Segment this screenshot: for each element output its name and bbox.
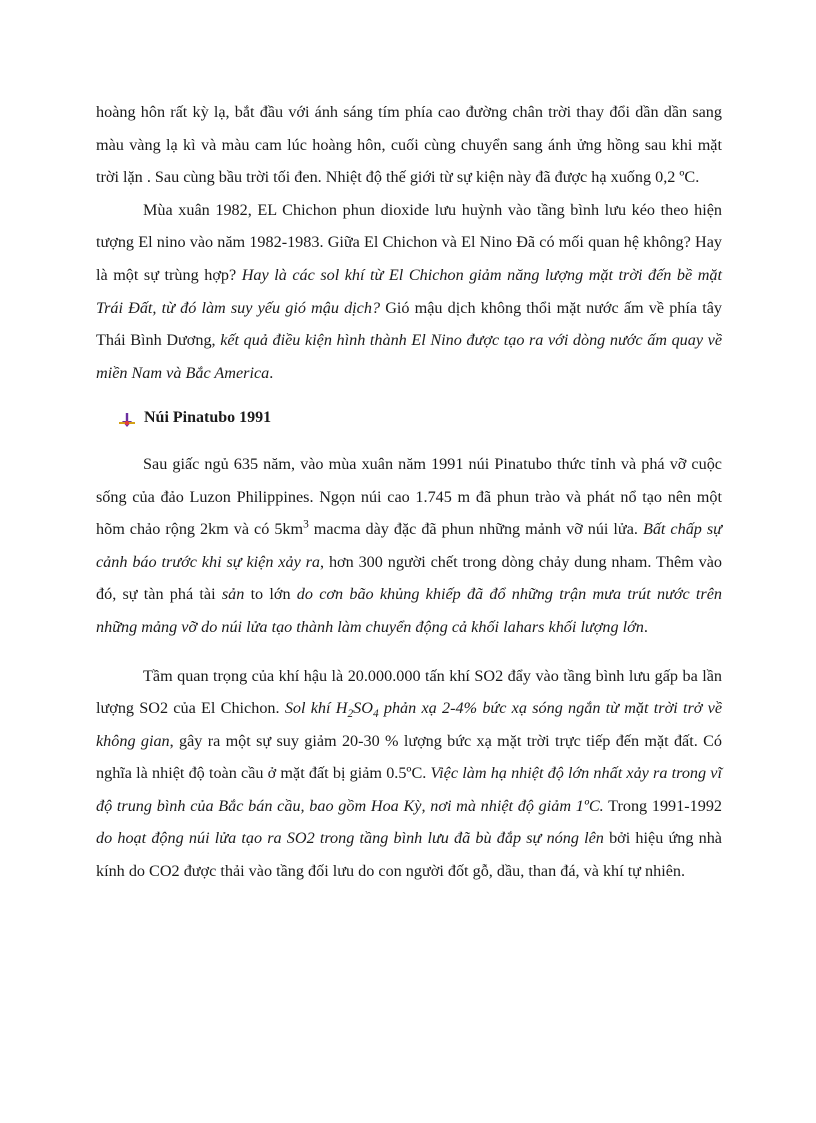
text-run: . (643, 617, 648, 636)
document-page (96, 96, 722, 888)
italic-run: do hoạt động núi lửa tạo ra SO2 trong tầng bình lưu đã bù đắp sự nóng lên (96, 829, 604, 848)
text-run: , gây ra một sự suy giảm 20-30 % lượng bức xạ mặt trời trực tiếp đến mặt đất. Có nghĩa là nhiệt độ toàn cầu ở mặt đất bị giảm 0.5ºC. (96, 731, 722, 783)
italic-run: sản (221, 585, 245, 604)
subscript: 2 (347, 708, 354, 721)
superscript: 3 (303, 518, 309, 531)
bullet-arrow-icon (118, 410, 136, 428)
text-run: Gió mậu dịch không thổi mặt nước ấm về phía tây Thái Bình Dương, (96, 298, 722, 350)
text-run: Tầm quan trọng của khí hậu là 20.000.000 tấn khí SO2 đẩy vào tầng bình lưu gấp ba lần lượng SO2 của El Chichon. (96, 666, 722, 718)
text-run: Sol khí H (284, 699, 348, 718)
text-run: to lớn (244, 585, 297, 604)
italic-run: Việc làm hạ nhiệt độ lớn nhất xảy ra trong vĩ độ trung bình của Bắc bán cầu, bao gồm Hoa Kỳ, nơi mà nhiệt độ giảm 1ºC. (96, 764, 722, 815)
paragraph-climate-impact (96, 660, 722, 888)
text-run: bởi hiệu ứng nhà kính do CO2 được thải vào tầng đối lưu do con người đốt gỗ, dầu, than đá, và khí tự nhiên. (96, 829, 722, 881)
heading-text: Núi Pinatubo 1991 (144, 409, 272, 427)
text-run: phản xạ 2-4% bức xạ sóng ngắn từ mặt trời trở về không gian (96, 699, 723, 750)
subscript: 4 (372, 708, 379, 721)
text-run: , hơn 300 người chết trong dòng chảy dung nham. Thêm vào đó, sự tàn phá tài (96, 552, 722, 604)
paragraph-el-chichon (96, 194, 722, 390)
text-run: . (269, 363, 274, 382)
paragraph-text: hoàng hôn rất kỳ lạ, bắt đầu với ánh sáng tím phía cao đường chân trời thay đổi dần dần sang màu vàng lạ kì và màu cam lúc hoàng hôn, cuối cùng chuyển sang ánh ửng hồng sau khi mặt trời lặn . Sau cùng bầu trời tối đen. Nhiệt độ thế giới từ sự kiện này đã được hạ xuống 0,2 ºC. (96, 103, 722, 187)
text-run: macma dày đặc đã phun những mảnh vỡ núi lửa. (308, 520, 643, 539)
italic-run: Hay là các sol khí từ El Chichon giảm năng lượng mặt trời đến bề mặt Trái Đất, từ đó làm suy yếu gió mậu dịch? (96, 265, 722, 317)
text-run: Mùa xuân 1982, EL Chichon phun dioxide lưu huỳnh vào tầng bình lưu kéo theo hiện tượng El nino vào năm 1982-1983. Giữa El Chichon và El Nino Đã có mối quan hệ không? Hay là một sự trùng hợp? (96, 200, 722, 284)
text-run: SO (353, 699, 373, 718)
section-heading (118, 402, 722, 435)
text-run: Trong 1991-1992 (603, 796, 723, 815)
italic-run: kết quả điều kiện hình thành El Nino được tạo ra với dòng nước ấm quay về miền Nam và Bắc America (96, 331, 723, 382)
paragraph-sunset (96, 96, 722, 194)
paragraph-pinatubo (96, 448, 722, 644)
text-run: Sau giấc ngủ 635 năm, vào mùa xuân năm 1991 núi Pinatubo thức tỉnh và phá vỡ cuộc sống của đảo Luzon Philippines. Ngọn núi cao 1.745 m đã phun trào và phát nổ tạo nên một hõm chảo rộng 2km và có 5km (96, 454, 722, 539)
italic-run: Bất chấp sự cảnh báo trước khi sự kiện xảy ra (96, 520, 723, 571)
italic-run: do cơn bão khủng khiếp đã đổ những trận mưa trút nước trên những mảng vỡ do núi lửa tạo thành làm chuyển động cả khối lahars khối lượng lớn (96, 585, 722, 636)
